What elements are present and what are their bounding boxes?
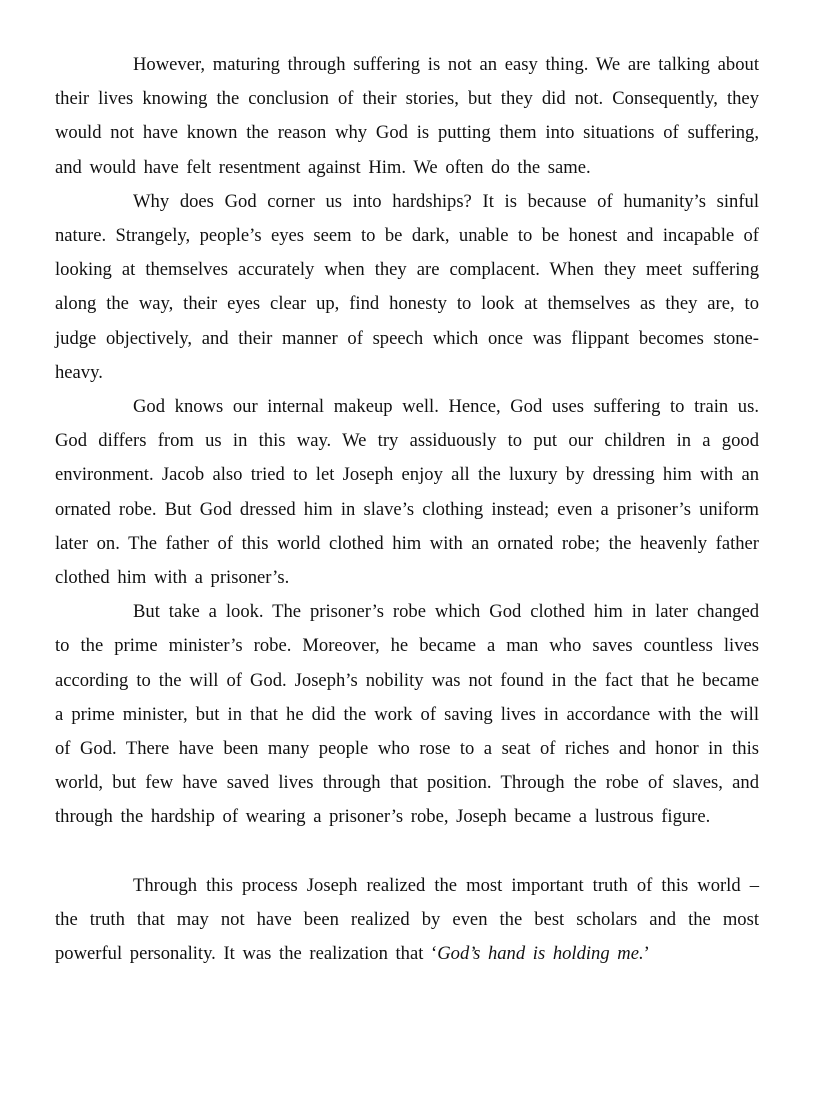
final-text-after: ’: [643, 943, 650, 965]
final-italic-quote: God’s hand is holding me.: [437, 943, 644, 965]
paragraph-why-god-corners-us: Why does God corner us into hardships? It is because of humanity’s sinful nature. Strangely, people’s eyes seem to be dark, unable to be honest and incapable of looking at themselves accurately when they are complacent. When they meet suffering along the way, their eyes clear up, find honesty to look at themselves as they are, to judge objectively, and their manner of speech which once was flippant becomes stone-heavy.: [55, 190, 759, 383]
paragraph-gap: [55, 835, 759, 869]
paragraph-gods-hand: [55, 869, 759, 972]
paragraph-god-knows-our-makeup: God knows our internal makeup well. Hence, God uses suffering to train us. God differs from us in this way. We try assiduously to put our children in a good environment. Jacob also tried to let Joseph enjoy all the luxury by dressing him with an ornated robe. But God dressed him in slave’s clothing instead; even a prisoner’s uniform later on. The father of this world clothed him with an ornated robe; the heavenly father clothed him with a prisoner’s.: [55, 396, 759, 589]
paragraph-maturing-through-suffering: However, maturing through suffering is not an easy thing. We are talking about their lives knowing the conclusion of their stories, but they did not. Consequently, they would not have known the reason why God is putting them into situations of suffering, and would have felt resentment against Him. We often do the same.: [55, 54, 759, 178]
document-page: [55, 48, 759, 971]
final-text-before: Through this process Joseph realized the most important truth of this world – the truth that may not have been realized by even the best scholars and the most powerful personality. It was the realization that ‘: [55, 874, 759, 965]
paragraph-prisoners-robe: But take a look. The prisoner’s robe which God clothed him in later changed to the prime minister’s robe. Moreover, he became a man who saves countless lives according to the will of God. Joseph’s nobility was not found in the fact that he became a prime minister, but in that he did the work of saving lives in accordance with the will of God. There have been many people who rose to a seat of riches and honor in this world, but few have saved lives through that position. Through the robe of slaves, and through the hardship of wearing a prisoner’s robe, Joseph became a lustrous figure.: [55, 601, 759, 828]
